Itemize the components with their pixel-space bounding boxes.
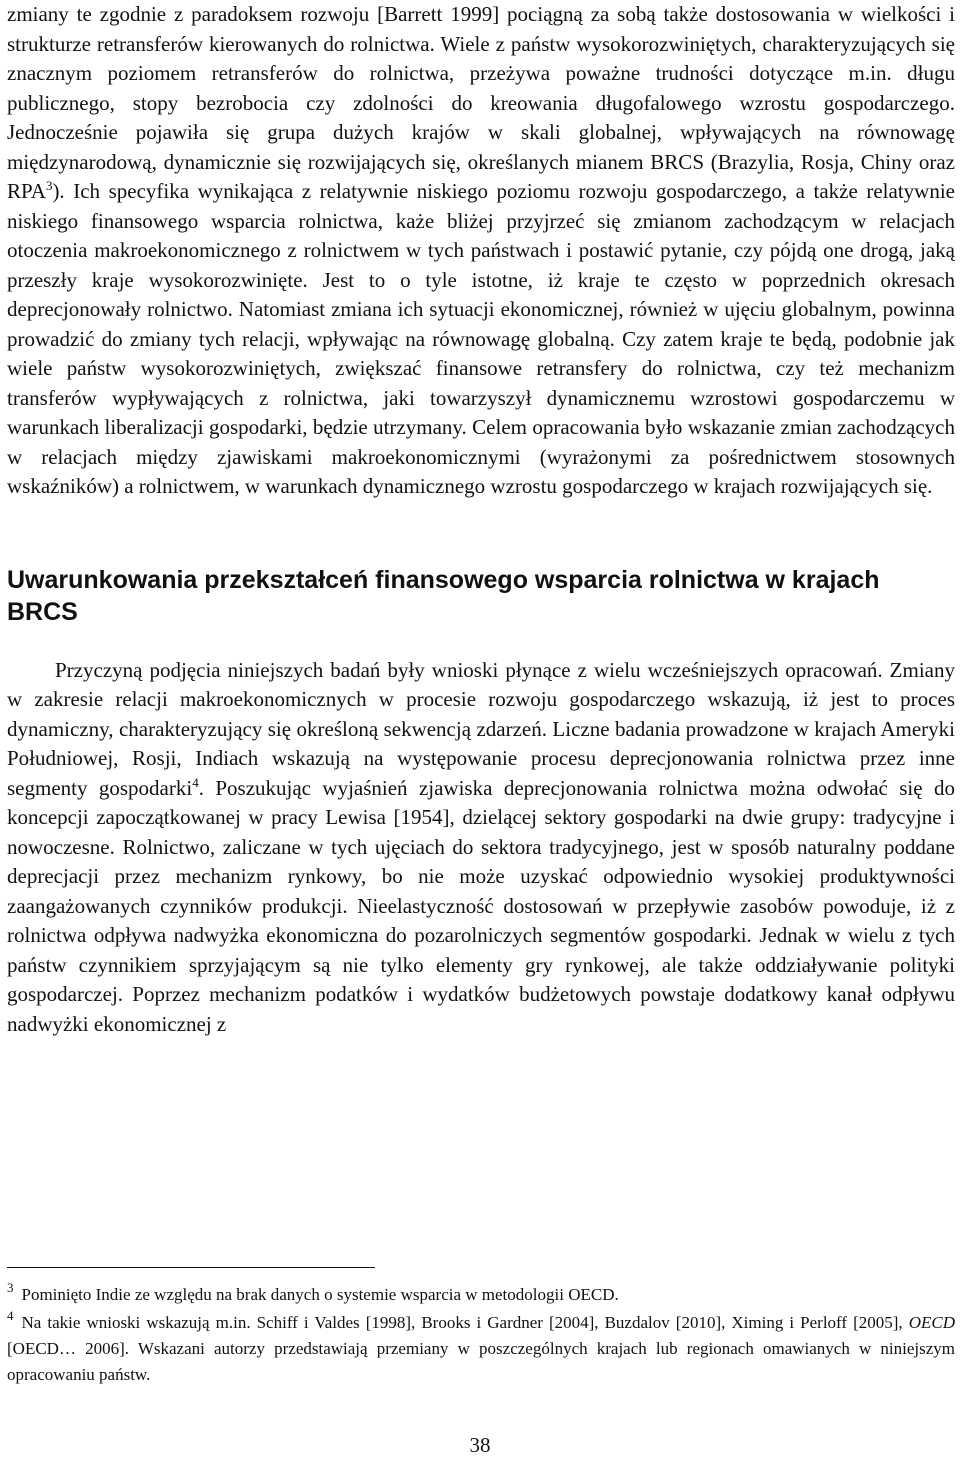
footnote-text-b: [OECD… 2006]. Wskazani autorzy przedstawiają przemiany w poszczególnych krajach lub regionach omawianych w niniejszym opracowaniu państw. bbox=[7, 1339, 955, 1384]
footnote-ref-3[interactable]: 3 bbox=[45, 178, 53, 193]
footnote-separator bbox=[7, 1267, 375, 1268]
body-paragraph-1 bbox=[7, 0, 955, 502]
paragraph-1-text-a: zmiany te zgodnie z paradoksem rozwoju [Barrett 1999] pociągną za sobą także dostosowania w wielkości i strukturze retransferów kierowanych do rolnictwa. Wiele z państw wysokorozwiniętych, charakteryzujących się znacznym poziomem retransferów do rolnictwa, przeżywa poważne trudności dotyczące m.in. długu publicznego, stopy bezrobocia czy zdolności do kreowania długofalowego wzrostu gospodarczego. Jednocześnie pojawiła się grupa dużych krajów w skali globalnej, wpływających na równowagę międzynarodową, dynamicznie się rozwijających się, określanych mianem BRCS (Brazylia, Rosja, Chiny oraz RPA bbox=[7, 2, 955, 203]
page-body bbox=[7, 0, 955, 1039]
footnotes bbox=[7, 1282, 955, 1390]
footnote-text: Pominięto Indie ze względu na brak danych o systemie wsparcia w metodologii OECD. bbox=[21, 1285, 619, 1304]
footnote-ref-4[interactable]: 4 bbox=[192, 774, 199, 790]
paragraph-2-text-a: Przyczyną podjęcia niniejszych badań były wnioski płynące z wielu wcześniejszych opracowań. Zmiany w zakresie relacji makroekonomicznych w procesie rozwoju gospodarczego wskazują, iż jest to proces dynamiczny, charakteryzujący się określoną sekwencją zdarzeń. Liczne badania prowadzone w krajach Ameryki Południowej, Rosji, Indiach wskazują na występowanie procesu deprecjonowania rolnictwa przez inne segmenty gospodarki bbox=[7, 657, 955, 800]
footnote-mark: 4 bbox=[7, 1308, 14, 1323]
paragraph-1-text-b: ). Ich specyfika wynikająca z relatywnie niskiego poziomu rozwoju gospodarczego, a także relatywnie niskiego finansowego wsparcia rolnictwa, każe bliżej przyjrzeć się zmianom zachodzącym w relacjach otoczenia makroekonomicznego z rolnictwem w tych państwach i postawić pytanie, czy pójdą one drogą, jaką przeszły kraje wysokorozwinięte. Jest to o tyle istotne, iż kraje te często w poprzednich okresach deprecjonowały rolnictwo. Natomiast zmiana ich sytuacji ekonomicznej, również w ujęciu globalnym, powinna prowadzić do zmiany tych relacji, wpływając na równowagę globalną. Czy zatem kraje te będą, podobnie jak wiele państw wysokorozwiniętych, zwiększać finansowe retransfery do rolnictwa, czy też mechanizm transferów wypływających z rolnictwa, jaki towarzyszył dynamicznemu wzrostowi gospodarczemu w warunkach liberalizacji gospodarki, będzie utrzymany. Celem opracowania było wskazanie zmian zachodzących w relacjach między zjawiskami makroekonomicznymi (wyrażonymi za pośrednictwem stosownych wskaźników) a rolnictwem, w warunkach dynamicznego wzrostu gospodarczego w krajach rozwijających się. bbox=[7, 179, 955, 498]
page-number: 38 bbox=[469, 1433, 491, 1457]
footnote-4 bbox=[7, 1310, 955, 1388]
footnote-mark: 3 bbox=[7, 1280, 14, 1295]
body-paragraph-2 bbox=[7, 656, 955, 1040]
paragraph-2-text-b: . Poszukując wyjaśnień zjawiska deprecjonowania rolnictwa można odwołać się do koncepcji zapoczątkowanej w pracy Lewisa [1954], dzielącej sektory gospodarki na dwie grupy: tradycyjne i nowoczesne. Rolnictwo, zaliczane w tych ujęciach do sektora tradycyjnego, jest w sposób naturalny poddane deprecjacji przez mechanizm rynkowy, bo nie może uzyskać odpowiednio wysokiej produktywności zaangażowanych czynników produkcji. Nieelastyczność dostosowań w przepływie zasobów powoduje, iż z rolnictwa odpływa nadwyżka ekonomiczna do pozarolniczych segmentów gospodarki. Jednak w wielu z tych państw czynnikiem sprzyjającym są nie tylko elementy gry rynkowej, ale także oddziaływanie polityki gospodarczej. Poprzez mechanizm podatków i wydatków budżetowych powstaje dodatkowy kanał odpływu nadwyżki ekonomicznej z bbox=[7, 775, 955, 1036]
footnote-italic: OECD bbox=[908, 1313, 955, 1332]
section-heading: Uwarunkowania przekształceń finansowego wsparcia rolnictwa w krajach BRCS bbox=[7, 565, 880, 626]
footnote-text-a: Na takie wnioski wskazują m.in. Schiff i Valdes [1998], Brooks i Gardner [2004], Buzdalov [2010], Ximing i Perloff [2005], bbox=[21, 1313, 909, 1332]
footnote-3 bbox=[7, 1282, 955, 1308]
